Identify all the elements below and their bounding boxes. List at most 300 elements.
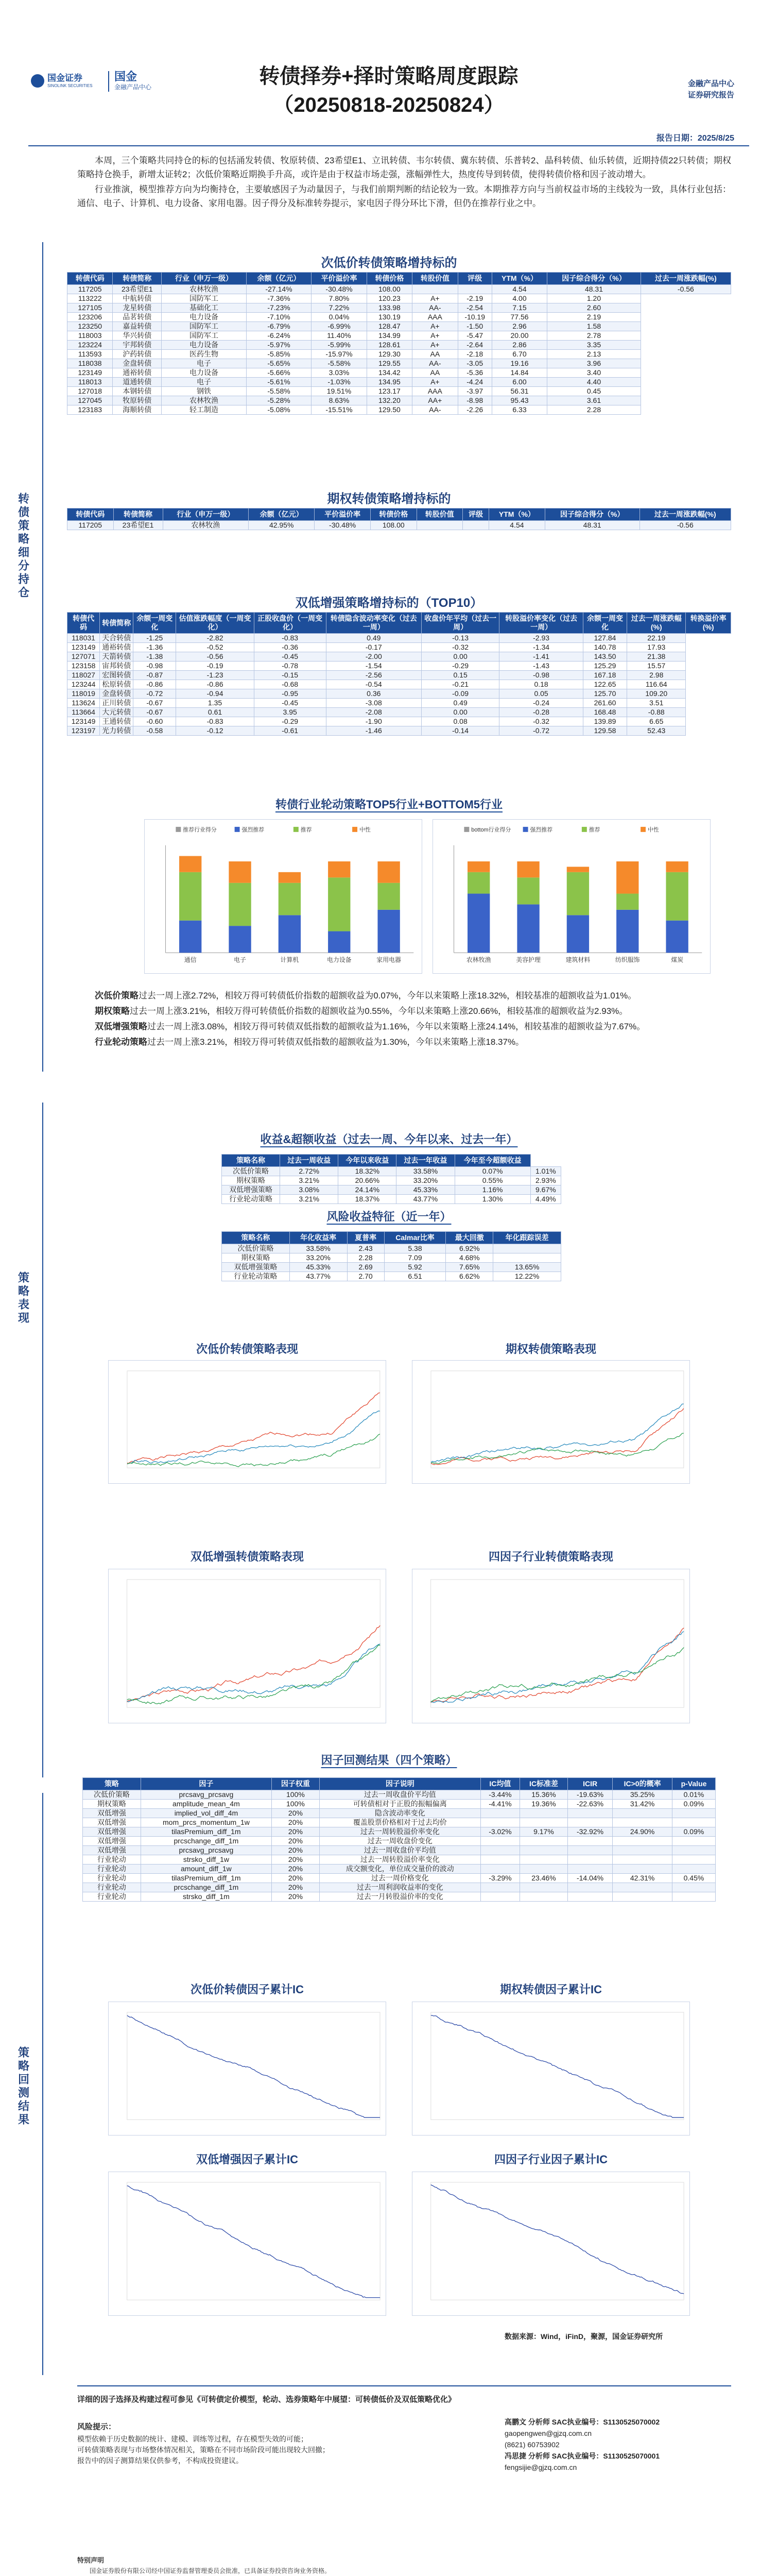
table-cell: 167.18 [583, 671, 627, 680]
table-cell: 0.01% [672, 1790, 715, 1800]
legend-label: 强烈推荐 [530, 826, 553, 833]
table-cell: 113624 [67, 699, 100, 708]
table-cell: 18.32% [338, 1167, 396, 1176]
ic-chart-3-title: 双低增强因子累计IC [196, 2153, 298, 2166]
table-cell: 行业轮动 [83, 1874, 141, 1883]
table-cell [613, 1892, 672, 1902]
table-cell: 33.20% [396, 1176, 455, 1185]
table-header-cell: 转债代码 [67, 273, 113, 285]
legend-label: 中性 [359, 826, 371, 833]
table-cell [567, 1892, 612, 1902]
table-cell: 3.40 [547, 368, 641, 378]
table-cell: 118031 [67, 634, 100, 643]
table-cell: 医药生物 [162, 350, 247, 359]
ic-chart-1-title: 次低价转债因子累计IC [190, 1983, 304, 1996]
table-cell: 21.38 [627, 652, 686, 662]
disclaimer-title: 特别声明 [77, 2556, 105, 2564]
table-cell [480, 1883, 520, 1892]
table-cell: 电力设备 [162, 368, 247, 378]
table-cell: -8.98 [458, 396, 492, 405]
perf-chart-1-svg [109, 1361, 386, 1483]
table-cell: 140.78 [583, 643, 627, 652]
table-cell: -7.23% [246, 303, 312, 313]
t4-title: 收益&超额收益（过去一周、今年以来、过去一年） [260, 1133, 518, 1146]
table-cell: 国防军工 [162, 322, 247, 331]
table-cell: 1.16% [455, 1185, 530, 1195]
table-cell [567, 1837, 612, 1846]
table-cell: -0.72 [499, 726, 583, 736]
analyst1-email[interactable]: gaopengwen@gjzq.com.cn [505, 2429, 592, 2437]
side-divider-2 [42, 1103, 43, 1777]
table-cell: 108.00 [367, 285, 412, 294]
table-row [67, 708, 731, 717]
table-cell [672, 1865, 715, 1874]
table-row [67, 717, 731, 726]
table-cell: 123206 [67, 313, 113, 322]
table-cell: -7.10% [246, 313, 312, 322]
table-cell: A+ [412, 294, 458, 303]
table-cell: 6.33 [492, 405, 547, 415]
table-cell: -2.08 [326, 708, 421, 717]
table-cell: 43.77% [289, 1272, 347, 1281]
table-cell: -5.66% [246, 368, 312, 378]
side-divider-1 [42, 242, 43, 1072]
org-label [688, 78, 734, 101]
table-header-cell: 平价溢价率 [315, 509, 371, 521]
table-cell: 成交额变化，单位成交量价的波动 [319, 1865, 480, 1874]
table-cell: -0.58 [133, 726, 176, 736]
table-cell: 2.43 [347, 1244, 384, 1253]
table-cell: 基础化工 [162, 303, 247, 313]
table-cell: 双低增强 [83, 1827, 141, 1837]
table-cell: -0.95 [254, 689, 326, 699]
rot-chart-left-svg [145, 820, 422, 973]
table-cell: 2.86 [492, 341, 547, 350]
table-cell: -27.14% [246, 285, 312, 294]
stacked-bar-segment [666, 921, 688, 953]
ic-chart-2-svg [412, 2002, 689, 2135]
table-cell: -22.63% [567, 1800, 612, 1809]
table-header-cell: 因子权重 [271, 1778, 319, 1790]
table-row [222, 1195, 561, 1204]
table-cell: 143.50 [583, 652, 627, 662]
table-cell: 国防军工 [162, 331, 247, 341]
table-cell: -2.00 [326, 652, 421, 662]
table-cell: amount_diff_1w [141, 1865, 271, 1874]
perf-text-2 [77, 1005, 731, 1018]
table-cell: 134.95 [367, 378, 412, 387]
table-row [67, 396, 731, 405]
perf-text-4 [77, 1036, 731, 1049]
perf-chart-3-title: 双低增强转债策略表现 [190, 1550, 304, 1563]
series-line [431, 1648, 684, 1702]
series-line [431, 1628, 684, 1703]
table-row [83, 1892, 716, 1902]
table-cell [412, 285, 458, 294]
table-cell: 行业轮动 [83, 1883, 141, 1892]
table-cell: -3.08 [326, 699, 421, 708]
risk-line-1: 模型依赖于历史数据的统计、建模、训练等过程，存在模型失效的可能； [77, 2435, 308, 2443]
analyst2-email[interactable]: fengsijie@gjzq.com.cn [505, 2463, 577, 2471]
report-header [0, 0, 778, 134]
stacked-bar-segment [229, 926, 251, 953]
disclaimer [77, 2555, 731, 2576]
table-row [83, 1874, 716, 1883]
table-cell: 118038 [67, 359, 113, 368]
table-cell: 45.33% [289, 1263, 347, 1272]
t3-table [67, 612, 731, 736]
table-cell: -0.78 [254, 662, 326, 671]
table-cell: 行业轮动策略 [222, 1272, 290, 1281]
table-cell: AA+ [412, 396, 458, 405]
table-cell [520, 1846, 568, 1855]
table-cell: 双低增强 [83, 1846, 141, 1855]
table-cell: -2.26 [458, 405, 492, 415]
table-header-cell: 转债隐含波动率变化（过去一周） [326, 613, 421, 634]
stacked-bar-segment [377, 910, 400, 953]
table-cell: -5.47 [458, 331, 492, 341]
table-cell: 9.17% [520, 1827, 568, 1837]
table-header-row [222, 1155, 561, 1167]
side-divider-3 [42, 1793, 43, 2375]
table-cell: AA- [412, 359, 458, 368]
analyst2-name: 冯思捷 分析师 SAC执业编号：S1130525070001 [505, 2452, 660, 2460]
table-cell: amplitude_mean_4m [141, 1800, 271, 1809]
table-cell: -1.90 [326, 717, 421, 726]
table-cell: 道通转债 [113, 378, 162, 387]
table-cell: 0.49 [421, 699, 499, 708]
table-cell: implied_vol_diff_4m [141, 1809, 271, 1818]
perf-text-1 [77, 989, 731, 1003]
table-cell: 0.00 [421, 652, 499, 662]
table-cell: -5.97% [246, 341, 312, 350]
table-cell: 天箭转债 [100, 652, 133, 662]
table-cell [613, 1837, 672, 1846]
table-cell: 117205 [67, 285, 113, 294]
table-cell: 8.63% [312, 396, 367, 405]
stacked-bar-segment [517, 904, 539, 953]
table-cell: 0.49 [326, 634, 421, 643]
perf-name-3: 双低增强策略 [95, 1022, 147, 1031]
table-cell: -5.58% [312, 359, 367, 368]
header-divider [28, 145, 749, 146]
table-cell: 43.77% [396, 1195, 455, 1204]
table-cell: 双低增强 [83, 1837, 141, 1846]
table-header-cell: 余额（亿元） [246, 273, 312, 285]
x-tick-label: 通信 [184, 956, 197, 964]
table-header-cell: IC>0的概率 [613, 1778, 672, 1790]
risk-line-2: 可转债策略表现与市场整体情况相关，策略在不同市场阶段可能出现较大回撤； [77, 2446, 330, 2454]
table-cell: 108.00 [371, 521, 417, 530]
table-cell: 19.16 [492, 359, 547, 368]
table-row [67, 521, 731, 530]
table-cell: 华兴转债 [113, 331, 162, 341]
table-cell: 1.35 [176, 699, 254, 708]
table-cell: -3.05 [458, 359, 492, 368]
table-cell: 2.28 [347, 1253, 384, 1263]
ic-chart-1 [108, 2002, 386, 2136]
table-row [67, 341, 731, 350]
table-header-cell: 转股价值 [417, 509, 463, 521]
table-cell: 双低增强 [83, 1809, 141, 1818]
table-cell: 109.20 [627, 689, 686, 699]
table-cell: 电子 [162, 378, 247, 387]
table-cell: -0.87 [133, 671, 176, 680]
table-cell: 2.19 [547, 313, 641, 322]
table-header-cell: ICIR [567, 1778, 612, 1790]
table-cell: 20% [271, 1809, 319, 1818]
table-cell: 48.31 [545, 521, 639, 530]
disclaimer-p1: 国金证券股份有限公司经中国证券监督管理委员会批准，已具备证券投资咨询业务资格。 [90, 2567, 331, 2574]
stacked-bar-segment [567, 867, 589, 872]
table-cell: 大元转债 [100, 708, 133, 717]
risk-line-3: 报告中的因子测算结果仅供参考，不构成投资建议。 [77, 2456, 243, 2465]
table-cell: 45.33% [396, 1185, 455, 1195]
table-cell: 海顺转债 [113, 405, 162, 415]
legend-swatch [464, 827, 469, 832]
table-cell: 正川转债 [100, 699, 133, 708]
report-title-line2: （20250818-20250824） [273, 94, 505, 116]
table-cell: 2.96 [492, 322, 547, 331]
table-cell: AAA [412, 313, 458, 322]
table-cell: 23希望E1 [113, 521, 163, 530]
table-cell: -3.97 [458, 387, 492, 396]
table-cell: -0.52 [176, 643, 254, 652]
table-cell: 128.47 [367, 322, 412, 331]
stacked-bar-segment [229, 883, 251, 926]
t6-title: 因子回测结果（四个策略） [321, 1754, 457, 1767]
table-row [222, 1176, 561, 1185]
plot-frame [127, 1371, 380, 1468]
table-row [83, 1855, 716, 1865]
table-cell: -0.09 [421, 689, 499, 699]
table-header-cell: 转债代码 [67, 509, 114, 521]
table-cell: 128.61 [367, 341, 412, 350]
table-cell: 钢铁 [162, 387, 247, 396]
plot-frame [431, 1580, 684, 1707]
table-cell [493, 1253, 561, 1263]
table-cell: 123197 [67, 726, 100, 736]
table-cell: -0.98 [133, 662, 176, 671]
x-tick-label: 农林牧渔 [466, 956, 491, 964]
table-cell: 4.40 [547, 378, 641, 387]
table-header-cell: 策略名称 [222, 1232, 290, 1244]
perf-body-4: 过去一周上涨3.21%，相较万得可转债双低指数的超额收益为1.30%，今年以来策略上涨18.37%。 [147, 1037, 525, 1047]
plot-frame [431, 2012, 684, 2120]
table-cell: 4.49% [530, 1195, 561, 1204]
table-cell: -0.45 [254, 699, 326, 708]
table-cell: 19.51% [312, 387, 367, 396]
table-header-row [67, 273, 731, 285]
table-cell: 42.95% [249, 521, 315, 530]
table-cell: -1.03% [312, 378, 367, 387]
table-header-row [67, 613, 731, 634]
table-cell: -0.21 [421, 680, 499, 689]
series-line [127, 1625, 381, 1702]
table-cell: 电力设备 [162, 313, 247, 322]
stacked-bar-segment [179, 872, 201, 921]
table-cell: 24.90% [613, 1827, 672, 1837]
table-cell: 过去一周收盘价平均值 [319, 1790, 480, 1800]
table-header-cell: IC均值 [480, 1778, 520, 1790]
ic-chart-4-title: 四因子行业因子累计IC [494, 2153, 608, 2166]
table-cell [520, 1892, 568, 1902]
table-cell: 2.70 [347, 1272, 384, 1281]
table-cell: A+ [412, 378, 458, 387]
table-cell: 2.78 [547, 331, 641, 341]
table-cell: 118019 [67, 689, 100, 699]
table-cell: AA [412, 350, 458, 359]
table-cell [480, 1818, 520, 1827]
table-cell: 15.57 [627, 662, 686, 671]
table-cell: 3.21% [280, 1195, 338, 1204]
table-row [83, 1827, 716, 1837]
table-header-cell: 行业（申万一级） [162, 273, 247, 285]
table-cell: -0.32 [421, 643, 499, 652]
stacked-bar-segment [328, 931, 350, 953]
table-cell: AA- [412, 405, 458, 415]
table-cell: 118027 [67, 671, 100, 680]
plot-frame [127, 2012, 380, 2120]
x-tick-label: 纺织服饰 [615, 956, 640, 964]
table-cell: -0.83 [254, 634, 326, 643]
table-cell: -32.92% [567, 1827, 612, 1837]
table-cell: tilasPremium_diff_1m [141, 1827, 271, 1837]
table-cell [520, 1855, 568, 1865]
table-row [67, 350, 731, 359]
table-cell: 120.23 [367, 294, 412, 303]
table-cell: 129.58 [583, 726, 627, 736]
stacked-bar-segment [179, 856, 201, 872]
stacked-bar-segment [666, 872, 688, 921]
logo-text: 国金证券 [47, 73, 82, 83]
table-header-cell: 今年至今超额收益 [455, 1155, 530, 1167]
sinolink-logo-icon [31, 74, 44, 88]
table-cell: 122.65 [583, 680, 627, 689]
plot-frame [431, 1371, 684, 1468]
table-cell: -0.83 [176, 717, 254, 726]
table-row [67, 303, 731, 313]
table-cell: -1.54 [326, 662, 421, 671]
table-row [67, 643, 731, 652]
table-header-cell: 平价溢价率 [312, 273, 367, 285]
table-header-cell: 余额一周变化 [583, 613, 627, 634]
table-cell: 5.38 [384, 1244, 446, 1253]
perf-chart-3 [108, 1569, 386, 1723]
plot-frame [431, 2182, 684, 2300]
stacked-bar-segment [567, 915, 589, 953]
perf-chart-3-svg [109, 1569, 386, 1723]
table-cell: 134.99 [367, 331, 412, 341]
table-cell: prcschange_diff_1m [141, 1837, 271, 1846]
table-cell: 20% [271, 1855, 319, 1865]
detail-note: 详细的因子选择及构建过程可参见《可转债定价模型，轮动、选券策略年中展望：可转债低价及双低策略优化》 [77, 2395, 456, 2404]
table-header-cell: 因子综合得分（%） [547, 273, 641, 285]
table-cell: 双低增强策略 [222, 1263, 290, 1272]
table-cell: -2.93 [499, 634, 583, 643]
table-cell: -0.17 [326, 643, 421, 652]
table-cell: A+ [412, 322, 458, 331]
table-row [67, 671, 731, 680]
t4-table [221, 1154, 561, 1204]
table-cell: 0.15 [421, 671, 499, 680]
table-cell: -5.99% [312, 341, 367, 350]
table-cell: 过去一周利润收益率的变化 [319, 1883, 480, 1892]
table-header-cell: 转换溢价率(%) [686, 613, 731, 634]
table-cell: -2.64 [458, 341, 492, 350]
logo-subtext: SINOLINK SECURITIES [47, 83, 93, 88]
table-cell: 139.89 [583, 717, 627, 726]
table-cell: 通裕转债 [113, 368, 162, 378]
table-cell: -1.36 [133, 643, 176, 652]
table-cell: -1.23 [176, 671, 254, 680]
table-cell: 123250 [67, 322, 113, 331]
table-cell: 覆盖股票价格相对于过去均价 [319, 1818, 480, 1827]
table-header-cell: 因子 [141, 1778, 271, 1790]
table-cell: 过去一周转股溢价率变化 [319, 1855, 480, 1865]
table-header-cell: 因子综合得分（%） [545, 509, 639, 521]
table-row [222, 1244, 561, 1253]
table-cell: -3.44% [480, 1790, 520, 1800]
perf-body-2: 过去一周上涨3.21%，相较万得可转债低价指数的超额收益为0.55%，今年以来策略上涨20.66%，相较基准的超额收益为2.93%。 [130, 1006, 628, 1016]
table-cell: 123244 [67, 680, 100, 689]
table-cell: 20% [271, 1827, 319, 1837]
table-cell: 0.61 [176, 708, 254, 717]
table-cell: 宙邦转债 [100, 662, 133, 671]
table-cell: -0.88 [627, 708, 686, 717]
table-cell: 光力转债 [100, 726, 133, 736]
ic-chart-2 [412, 2002, 690, 2136]
table-cell: A+ [412, 341, 458, 350]
table-cell: 行业轮动 [83, 1892, 141, 1902]
cumulative-ic-line [127, 2186, 380, 2298]
table-cell: 0.45 [547, 387, 641, 396]
table-cell: -3.29% [480, 1874, 520, 1883]
perf-chart-4-title: 四因子行业转债策略表现 [488, 1550, 613, 1563]
table-cell: 沪药转债 [113, 350, 162, 359]
table-cell: -4.41% [480, 1800, 520, 1809]
table-row [67, 652, 731, 662]
perf-chart-2-svg [412, 1361, 689, 1483]
table-cell: 龙星转债 [113, 303, 162, 313]
table-cell: 期权策略 [222, 1253, 290, 1263]
legend-label: 强烈推荐 [241, 826, 265, 833]
table-cell: -0.36 [254, 643, 326, 652]
table-cell: 2.98 [627, 671, 686, 680]
table-header-cell: 转股溢价率变化（过去一周） [499, 613, 583, 634]
table-cell: 3.51 [627, 699, 686, 708]
table-cell: 133.98 [367, 303, 412, 313]
table-cell: -0.56 [641, 285, 731, 294]
perf-body-1: 过去一周上涨2.72%，相较万得可转债低价指数的超额收益为0.07%，今年以来策略上涨18.32%，相较基准的超额收益为1.01%。 [139, 991, 637, 1001]
table-cell: 双低增强 [83, 1818, 141, 1827]
rot-chart-right-svg [433, 820, 710, 973]
t5-table [221, 1231, 561, 1281]
table-cell: 1.20 [547, 294, 641, 303]
logo2-sub: 金融产品中心 [114, 83, 152, 91]
table-cell: -5.65% [246, 359, 312, 368]
table-cell: 18.37% [338, 1195, 396, 1204]
table-header-cell: 过去一周涨跌幅(%) [639, 509, 731, 521]
table-cell: 19.36% [520, 1800, 568, 1809]
table-header-cell: YTM（%） [492, 273, 547, 285]
table-cell: 0.09% [672, 1827, 715, 1837]
x-tick-label: 煤炭 [671, 956, 684, 964]
table-cell: 可转债相对于正股的振幅偏离 [319, 1800, 480, 1809]
table-cell: 6.70 [492, 350, 547, 359]
table-header-cell: 转债简称 [100, 613, 133, 634]
table-cell: 35.25% [613, 1790, 672, 1800]
